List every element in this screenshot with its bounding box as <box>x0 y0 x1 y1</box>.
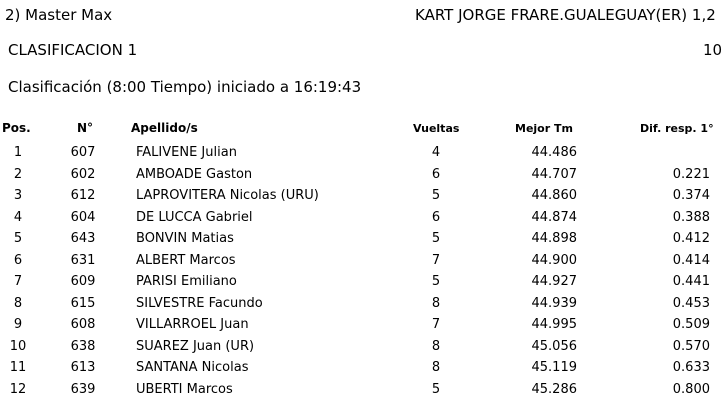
table-row <box>0 274 720 296</box>
cell-difference: 0.412 <box>672 231 710 246</box>
cell-difference: 0.374 <box>672 188 710 203</box>
cell-name: AMBOADE Gaston <box>136 166 253 182</box>
cell-position: 7 <box>13 274 23 289</box>
cell-laps: 8 <box>431 295 441 311</box>
cell-name: UBERTI Marcos <box>136 381 233 397</box>
cell-difference: 0.570 <box>672 338 710 354</box>
cell-best-time: 45.056 <box>531 338 577 354</box>
cell-best-time: 44.860 <box>531 188 577 203</box>
cell-position: 6 <box>13 252 23 268</box>
cell-best-time: 44.486 <box>531 145 577 160</box>
column-header-number: N° <box>77 121 94 135</box>
table-row <box>0 317 720 339</box>
cell-difference: 0.414 <box>672 252 710 268</box>
table-row <box>0 360 720 382</box>
cell-best-time: 44.939 <box>531 295 577 311</box>
cell-best-time: 45.119 <box>531 360 577 375</box>
table-row <box>0 253 720 275</box>
session-number: 10 <box>703 41 722 59</box>
cell-laps: 5 <box>431 381 441 397</box>
cell-laps: 7 <box>431 252 441 268</box>
column-header-laps: Vueltas <box>413 122 460 135</box>
column-header-best-time: Mejor Tm <box>515 122 573 135</box>
cell-number: 638 <box>70 338 96 354</box>
cell-number: 604 <box>70 209 96 225</box>
cell-position: 2 <box>13 166 23 182</box>
cell-number: 607 <box>70 145 96 160</box>
cell-position: 11 <box>9 360 27 375</box>
cell-difference: 0.441 <box>672 274 710 289</box>
table-row <box>0 339 720 361</box>
cell-name: FALIVENE Julian <box>136 145 237 160</box>
cell-name: PARISI Emiliano <box>136 274 237 289</box>
table-row <box>0 296 720 318</box>
venue-title: KART JORGE FRARE.GUALEGUAY(ER) 1,2 <box>415 6 716 24</box>
cell-name: SILVESTRE Facundo <box>136 295 263 311</box>
table-row <box>0 167 720 189</box>
cell-laps: 4 <box>431 145 441 160</box>
cell-laps: 8 <box>431 338 441 354</box>
cell-name: SANTANA Nicolas <box>136 360 249 375</box>
cell-position: 9 <box>13 317 23 332</box>
cell-name: VILLARROEL Juan <box>136 317 249 332</box>
table-row <box>0 145 720 167</box>
cell-position: 12 <box>9 381 27 397</box>
cell-difference: 0.221 <box>672 166 710 182</box>
cell-number: 608 <box>70 317 96 332</box>
cell-difference: 0.453 <box>672 295 710 311</box>
cell-best-time: 44.898 <box>531 231 577 246</box>
cell-name: BONVIN Matias <box>136 231 234 246</box>
column-header-difference: Dif. resp. 1° <box>640 122 714 135</box>
cell-number: 613 <box>70 360 96 375</box>
cell-position: 8 <box>13 295 23 311</box>
session-title: CLASIFICACION 1 <box>8 41 138 59</box>
cell-laps: 8 <box>431 360 441 375</box>
cell-position: 1 <box>13 145 23 160</box>
table-row <box>0 382 720 404</box>
session-info: Clasificación (8:00 Tiempo) iniciado a 16:19:43 <box>8 78 362 96</box>
column-header-name: Apellido/s <box>131 121 198 135</box>
cell-name: ALBERT Marcos <box>136 252 236 268</box>
cell-position: 10 <box>9 338 27 354</box>
cell-name: LAPROVITERA Nicolas (URU) <box>136 188 319 203</box>
cell-difference: 0.509 <box>672 317 710 332</box>
cell-position: 4 <box>13 209 23 225</box>
cell-laps: 6 <box>431 166 441 182</box>
cell-laps: 5 <box>431 231 441 246</box>
table-row <box>0 231 720 253</box>
cell-position: 5 <box>13 231 23 246</box>
cell-number: 643 <box>70 231 96 246</box>
cell-number: 612 <box>70 188 96 203</box>
cell-name: SUAREZ Juan (UR) <box>136 338 255 354</box>
cell-best-time: 44.874 <box>531 209 577 225</box>
cell-difference: 0.388 <box>672 209 710 225</box>
cell-number: 615 <box>70 295 96 311</box>
cell-number: 609 <box>70 274 96 289</box>
table-row <box>0 210 720 232</box>
cell-laps: 5 <box>431 274 441 289</box>
cell-best-time: 44.995 <box>531 317 577 332</box>
cell-laps: 5 <box>431 188 441 203</box>
cell-best-time: 45.286 <box>531 381 577 397</box>
cell-laps: 6 <box>431 209 441 225</box>
cell-best-time: 44.900 <box>531 252 577 268</box>
cell-number: 631 <box>70 252 96 268</box>
cell-difference: 0.800 <box>672 381 710 397</box>
cell-difference: 0.633 <box>672 360 710 375</box>
cell-laps: 7 <box>431 317 441 332</box>
table-row <box>0 188 720 210</box>
category-title: 2) Master Max <box>5 6 113 24</box>
cell-position: 3 <box>13 188 23 203</box>
cell-best-time: 44.927 <box>531 274 577 289</box>
cell-name: DE LUCCA Gabriel <box>136 209 253 225</box>
column-header-position: Pos. <box>2 121 31 135</box>
cell-number: 602 <box>70 166 96 182</box>
cell-number: 639 <box>70 381 96 397</box>
cell-best-time: 44.707 <box>531 166 577 182</box>
